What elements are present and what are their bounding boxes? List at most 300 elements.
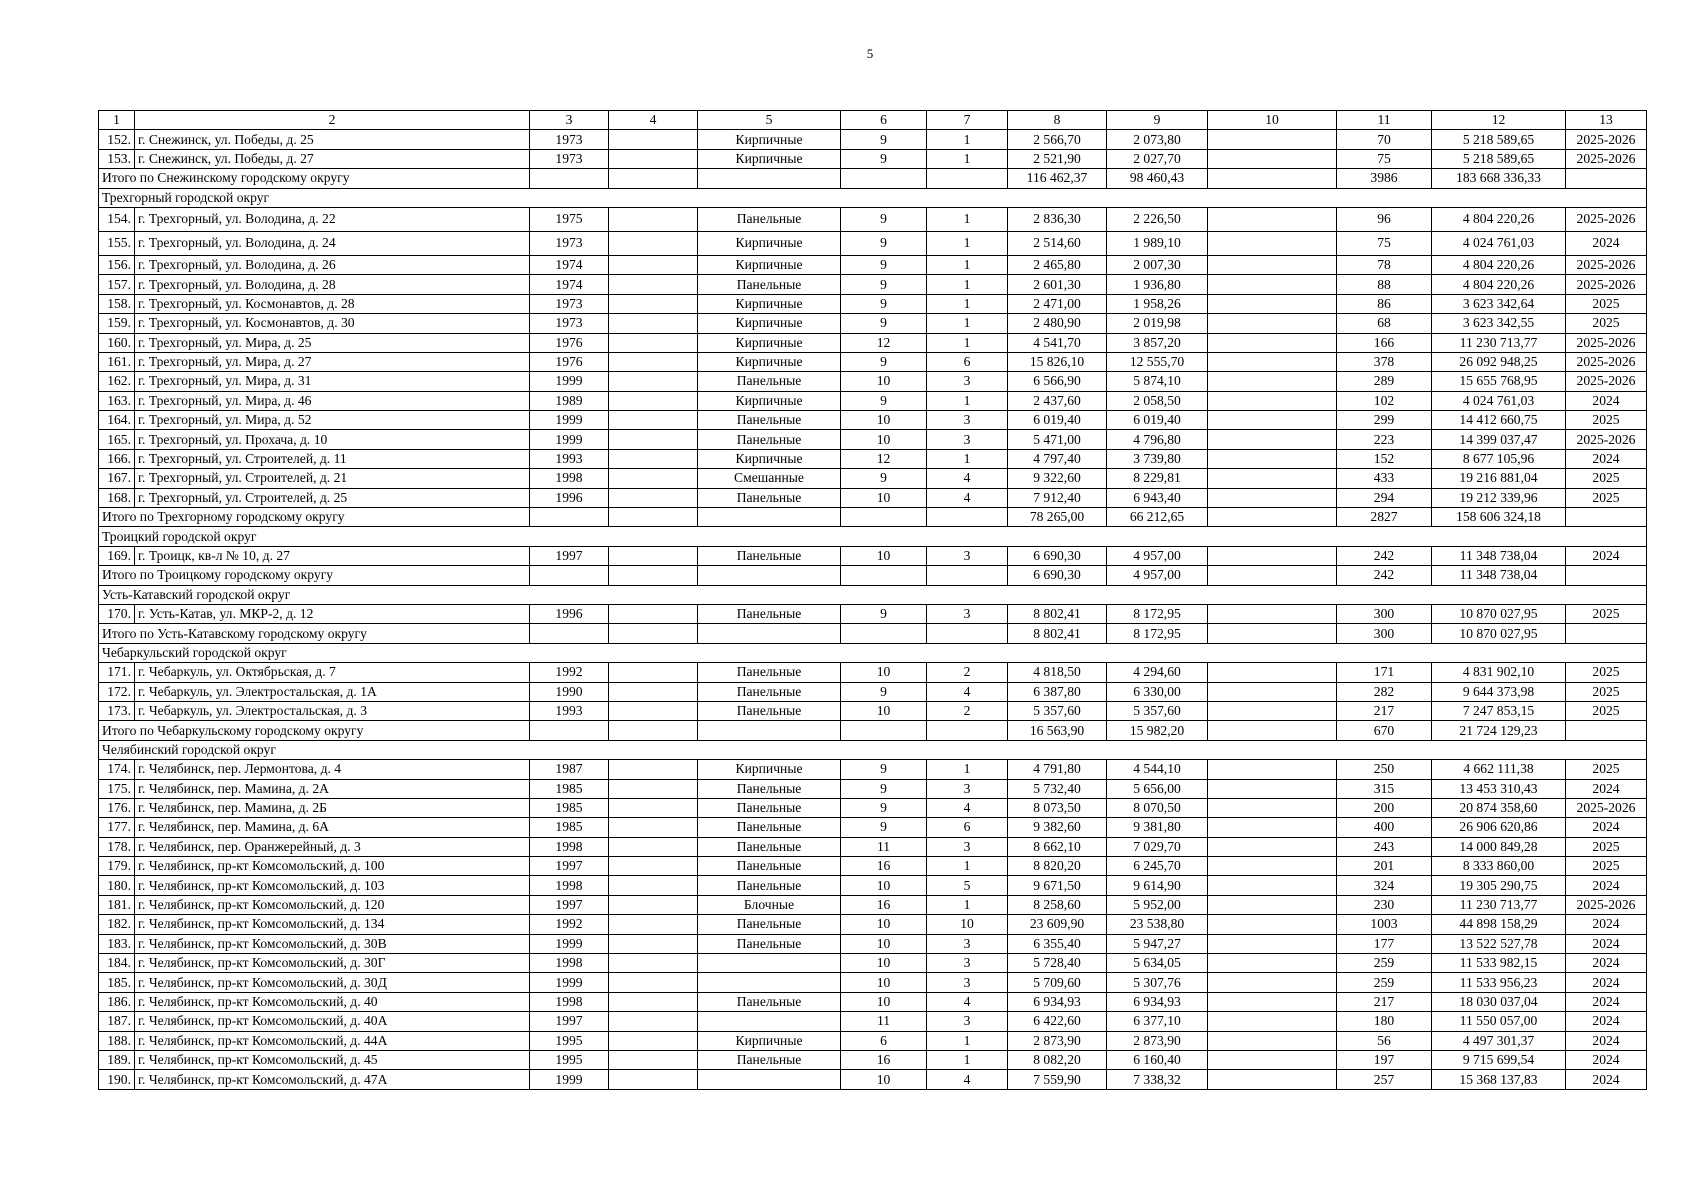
total-area-sum: 8 802,41 [1008, 624, 1107, 643]
cell-living-area: 4 796,80 [1107, 430, 1208, 449]
cell-total-area: 9 322,60 [1008, 469, 1107, 488]
cell-wall-material: Панельные [698, 876, 841, 895]
cell-col-10 [1208, 255, 1337, 274]
cell-year-built: 1998 [530, 992, 609, 1011]
cell-col-10 [1208, 857, 1337, 876]
cell-col-10 [1208, 1050, 1337, 1069]
cell-empty [530, 566, 609, 585]
cell-living-area: 1 936,80 [1107, 275, 1208, 294]
cell-total-area: 2 480,90 [1008, 314, 1107, 333]
cell-cost: 11 230 713,77 [1432, 895, 1566, 914]
column-number-header: 8 [1008, 111, 1107, 130]
cell-entrances: 1 [927, 1050, 1008, 1069]
cell-floors: 10 [841, 663, 927, 682]
cell-floors: 10 [841, 546, 927, 565]
cell-repair-period: 2025-2026 [1566, 798, 1647, 817]
table-row [99, 992, 1647, 1011]
table-row [99, 488, 1647, 507]
cell-cost: 4 024 761,03 [1432, 391, 1566, 410]
cell-living-area: 8 229,81 [1107, 469, 1208, 488]
cell-year-built: 1973 [530, 314, 609, 333]
cell-year-built: 1973 [530, 294, 609, 313]
cell-living-area: 4 294,60 [1107, 663, 1208, 682]
column-number-header: 13 [1566, 111, 1647, 130]
cell-living-area: 6 943,40 [1107, 488, 1208, 507]
column-number-header: 11 [1337, 111, 1432, 130]
cell-empty [1566, 721, 1647, 740]
cell-row-number: 184. [99, 954, 135, 973]
cell-empty [698, 624, 841, 643]
cell-row-number: 155. [99, 231, 135, 255]
cell-repair-period: 2025 [1566, 294, 1647, 313]
table-row [99, 391, 1647, 410]
cell-cost: 19 305 290,75 [1432, 876, 1566, 895]
living-area-sum: 66 212,65 [1107, 508, 1208, 527]
cell-cost: 14 412 660,75 [1432, 411, 1566, 430]
cell-row-number: 175. [99, 779, 135, 798]
cell-wall-material: Панельные [698, 837, 841, 856]
cell-residents: 230 [1337, 895, 1432, 914]
cell-total-area: 7 559,90 [1008, 1070, 1107, 1089]
cell-col-10 [1208, 333, 1337, 352]
cell-living-area: 4 957,00 [1107, 546, 1208, 565]
cell-cost: 26 906 620,86 [1432, 818, 1566, 837]
table-row [99, 701, 1647, 720]
cell-empty [609, 721, 698, 740]
cell-living-area: 1 989,10 [1107, 231, 1208, 255]
district-total-row [99, 721, 1647, 740]
cell-empty [841, 169, 927, 188]
cell-year-built: 1987 [530, 760, 609, 779]
cell-repair-period: 2024 [1566, 779, 1647, 798]
cell-residents: 166 [1337, 333, 1432, 352]
table-row [99, 333, 1647, 352]
cell-empty [1566, 169, 1647, 188]
district-name: Трехгорный городской округ [99, 188, 1647, 207]
cell-col-10 [1208, 934, 1337, 953]
cell-col-4 [609, 411, 698, 430]
cell-residents: 200 [1337, 798, 1432, 817]
cell-cost: 4 804 220,26 [1432, 275, 1566, 294]
cell-col-4 [609, 294, 698, 313]
table-row [99, 663, 1647, 682]
cell-living-area: 2 226,50 [1107, 207, 1208, 231]
cell-floors: 9 [841, 352, 927, 371]
cell-cost: 14 399 037,47 [1432, 430, 1566, 449]
total-label: Итого по Снежинскому городскому округу [99, 169, 530, 188]
cell-col-10 [1208, 604, 1337, 623]
cell-row-number: 161. [99, 352, 135, 371]
cell-col-4 [609, 275, 698, 294]
cell-empty [609, 566, 698, 585]
cell-wall-material: Смешанные [698, 469, 841, 488]
cell-repair-period: 2024 [1566, 915, 1647, 934]
cell-col-10 [1208, 837, 1337, 856]
cell-year-built: 1998 [530, 876, 609, 895]
cell-living-area: 6 377,10 [1107, 1012, 1208, 1031]
cell-total-area: 6 422,60 [1008, 1012, 1107, 1031]
table-row [99, 275, 1647, 294]
cell-year-built: 1997 [530, 1012, 609, 1031]
cell-entrances: 4 [927, 682, 1008, 701]
cell-address: г. Челябинск, пр-кт Комсомольский, д. 30Г [135, 954, 530, 973]
total-label: Итого по Трехгорному городскому округу [99, 508, 530, 527]
cell-wall-material: Кирпичные [698, 391, 841, 410]
cell-entrances: 4 [927, 488, 1008, 507]
cell-wall-material: Панельные [698, 682, 841, 701]
cell-residents: 433 [1337, 469, 1432, 488]
column-number-header: 12 [1432, 111, 1566, 130]
cell-address: г. Челябинск, пр-кт Комсомольский, д. 45 [135, 1050, 530, 1069]
cell-year-built: 1996 [530, 604, 609, 623]
cell-entrances: 3 [927, 604, 1008, 623]
cell-row-number: 162. [99, 372, 135, 391]
cell-repair-period: 2024 [1566, 876, 1647, 895]
cell-cost: 19 216 881,04 [1432, 469, 1566, 488]
cell-col-4 [609, 895, 698, 914]
column-number-header: 5 [698, 111, 841, 130]
cell-col-10 [1208, 895, 1337, 914]
table-row [99, 915, 1647, 934]
cell-col-4 [609, 1050, 698, 1069]
cell-wall-material: Кирпичные [698, 231, 841, 255]
cell-residents: 315 [1337, 779, 1432, 798]
district-total-row [99, 508, 1647, 527]
cell-repair-period: 2024 [1566, 954, 1647, 973]
cell-repair-period: 2024 [1566, 1031, 1647, 1050]
cell-living-area: 9 614,90 [1107, 876, 1208, 895]
cell-year-built: 1975 [530, 207, 609, 231]
cell-address: г. Челябинск, пер. Оранжерейный, д. 3 [135, 837, 530, 856]
cell-repair-period: 2025-2026 [1566, 255, 1647, 274]
cell-living-area: 2 027,70 [1107, 149, 1208, 168]
table-row [99, 760, 1647, 779]
cell-living-area: 2 073,80 [1107, 130, 1208, 149]
cell-year-built: 1999 [530, 1070, 609, 1089]
cell-row-number: 190. [99, 1070, 135, 1089]
cell-empty [698, 508, 841, 527]
table-row [99, 1050, 1647, 1069]
cell-residents: 177 [1337, 934, 1432, 953]
cell-total-area: 8 802,41 [1008, 604, 1107, 623]
cell-residents: 88 [1337, 275, 1432, 294]
cell-row-number: 167. [99, 469, 135, 488]
cell-year-built: 1997 [530, 857, 609, 876]
cell-address: г. Трехгорный, ул. Мира, д. 52 [135, 411, 530, 430]
cell-entrances: 1 [927, 1031, 1008, 1050]
cell-empty [698, 169, 841, 188]
table-row [99, 372, 1647, 391]
cell-wall-material: Кирпичные [698, 255, 841, 274]
cell-cost: 7 247 853,15 [1432, 701, 1566, 720]
cell-floors: 9 [841, 391, 927, 410]
table-row [99, 973, 1647, 992]
cell-col-4 [609, 1012, 698, 1031]
cell-floors: 10 [841, 701, 927, 720]
cell-residents: 259 [1337, 973, 1432, 992]
cell-row-number: 159. [99, 314, 135, 333]
cell-repair-period: 2025-2026 [1566, 333, 1647, 352]
district-name: Троицкий городской округ [99, 527, 1647, 546]
table-row [99, 130, 1647, 149]
cell-col-4 [609, 1070, 698, 1089]
cell-wall-material: Кирпичные [698, 314, 841, 333]
cell-empty [530, 508, 609, 527]
cell-col-4 [609, 818, 698, 837]
cell-living-area: 12 555,70 [1107, 352, 1208, 371]
cell-total-area: 6 690,30 [1008, 546, 1107, 565]
cell-wall-material: Кирпичные [698, 130, 841, 149]
cell-entrances: 1 [927, 294, 1008, 313]
cell-floors: 10 [841, 1070, 927, 1089]
district-header-row [99, 740, 1647, 759]
cell-cost: 3 623 342,64 [1432, 294, 1566, 313]
cell-empty [927, 721, 1008, 740]
cell-floors: 10 [841, 954, 927, 973]
cell-address: г. Трехгорный, ул. Володина, д. 28 [135, 275, 530, 294]
column-number-header: 2 [135, 111, 530, 130]
district-total-row [99, 566, 1647, 585]
cell-cost: 14 000 849,28 [1432, 837, 1566, 856]
cell-col-10 [1208, 372, 1337, 391]
cell-wall-material: Панельные [698, 798, 841, 817]
cell-cost: 26 092 948,25 [1432, 352, 1566, 371]
living-area-sum: 15 982,20 [1107, 721, 1208, 740]
cell-wall-material: Панельные [698, 546, 841, 565]
cell-living-area: 8 070,50 [1107, 798, 1208, 817]
cell-floors: 9 [841, 294, 927, 313]
cell-floors: 9 [841, 760, 927, 779]
cell-col-4 [609, 255, 698, 274]
cell-address: г. Трехгорный, ул. Мира, д. 25 [135, 333, 530, 352]
cell-repair-period: 2025 [1566, 837, 1647, 856]
cell-empty [841, 721, 927, 740]
cell-address: г. Челябинск, пр-кт Комсомольский, д. 30В [135, 934, 530, 953]
cell-address: г. Челябинск, пр-кт Комсомольский, д. 40 [135, 992, 530, 1011]
cell-empty [1208, 169, 1337, 188]
cell-row-number: 173. [99, 701, 135, 720]
cell-col-4 [609, 954, 698, 973]
table-row [99, 934, 1647, 953]
cell-year-built: 1998 [530, 469, 609, 488]
cell-total-area: 6 934,93 [1008, 992, 1107, 1011]
cell-living-area: 3 739,80 [1107, 449, 1208, 468]
cell-row-number: 179. [99, 857, 135, 876]
cell-row-number: 164. [99, 411, 135, 430]
cell-total-area: 8 073,50 [1008, 798, 1107, 817]
cell-cost: 3 623 342,55 [1432, 314, 1566, 333]
cell-residents: 70 [1337, 130, 1432, 149]
cell-empty [927, 169, 1008, 188]
cell-wall-material: Панельные [698, 488, 841, 507]
cell-col-10 [1208, 546, 1337, 565]
total-area-sum: 78 265,00 [1008, 508, 1107, 527]
cell-wall-material: Кирпичные [698, 333, 841, 352]
cell-entrances: 1 [927, 449, 1008, 468]
cell-total-area: 2 514,60 [1008, 231, 1107, 255]
cell-cost: 10 870 027,95 [1432, 604, 1566, 623]
cell-entrances: 3 [927, 934, 1008, 953]
cell-row-number: 180. [99, 876, 135, 895]
cell-residents: 243 [1337, 837, 1432, 856]
total-area-sum: 116 462,37 [1008, 169, 1107, 188]
cell-entrances: 4 [927, 469, 1008, 488]
cell-year-built: 1989 [530, 391, 609, 410]
cell-col-4 [609, 682, 698, 701]
table-row [99, 682, 1647, 701]
living-area-sum: 4 957,00 [1107, 566, 1208, 585]
cell-living-area: 6 160,40 [1107, 1050, 1208, 1069]
cell-total-area: 2 521,90 [1008, 149, 1107, 168]
cell-col-4 [609, 469, 698, 488]
cell-residents: 1003 [1337, 915, 1432, 934]
cell-residents: 217 [1337, 992, 1432, 1011]
cell-floors: 10 [841, 973, 927, 992]
cell-wall-material: Панельные [698, 372, 841, 391]
residents-sum: 2827 [1337, 508, 1432, 527]
cell-floors: 10 [841, 934, 927, 953]
cell-total-area: 9 382,60 [1008, 818, 1107, 837]
cell-address: г. Трехгорный, ул. Мира, д. 27 [135, 352, 530, 371]
cell-floors: 9 [841, 314, 927, 333]
cell-entrances: 3 [927, 954, 1008, 973]
cell-col-4 [609, 760, 698, 779]
cell-repair-period: 2025 [1566, 469, 1647, 488]
cell-row-number: 158. [99, 294, 135, 313]
cell-wall-material: Кирпичные [698, 449, 841, 468]
cell-residents: 75 [1337, 231, 1432, 255]
cell-repair-period: 2025 [1566, 604, 1647, 623]
cell-row-number: 182. [99, 915, 135, 934]
cell-col-4 [609, 231, 698, 255]
cost-sum: 21 724 129,23 [1432, 721, 1566, 740]
cell-entrances: 1 [927, 130, 1008, 149]
cell-residents: 86 [1337, 294, 1432, 313]
cell-empty [1566, 508, 1647, 527]
cell-repair-period: 2025-2026 [1566, 207, 1647, 231]
cell-col-10 [1208, 954, 1337, 973]
table-row [99, 430, 1647, 449]
district-name: Челябинский городской округ [99, 740, 1647, 759]
cell-floors: 11 [841, 1012, 927, 1031]
cell-col-10 [1208, 682, 1337, 701]
residents-sum: 242 [1337, 566, 1432, 585]
cell-cost: 18 030 037,04 [1432, 992, 1566, 1011]
cell-col-4 [609, 837, 698, 856]
cell-cost: 8 677 105,96 [1432, 449, 1566, 468]
cell-living-area: 6 934,93 [1107, 992, 1208, 1011]
cell-floors: 9 [841, 682, 927, 701]
cell-floors: 16 [841, 1050, 927, 1069]
cell-repair-period: 2025-2026 [1566, 275, 1647, 294]
cell-row-number: 157. [99, 275, 135, 294]
cell-year-built: 1990 [530, 682, 609, 701]
cell-residents: 96 [1337, 207, 1432, 231]
cell-residents: 299 [1337, 411, 1432, 430]
cell-col-10 [1208, 663, 1337, 682]
cell-col-4 [609, 973, 698, 992]
cell-col-4 [609, 314, 698, 333]
cell-residents: 378 [1337, 352, 1432, 371]
cell-residents: 197 [1337, 1050, 1432, 1069]
cell-address: г. Трехгорный, ул. Володина, д. 22 [135, 207, 530, 231]
cell-entrances: 1 [927, 333, 1008, 352]
cell-year-built: 1993 [530, 449, 609, 468]
cell-col-4 [609, 779, 698, 798]
cell-col-10 [1208, 130, 1337, 149]
cell-col-4 [609, 372, 698, 391]
cell-repair-period: 2025 [1566, 760, 1647, 779]
cell-year-built: 1997 [530, 546, 609, 565]
cell-wall-material: Панельные [698, 604, 841, 623]
cell-total-area: 2 471,00 [1008, 294, 1107, 313]
cell-empty [841, 566, 927, 585]
cell-entrances: 4 [927, 798, 1008, 817]
registry-table [98, 110, 1647, 1090]
cell-wall-material: Кирпичные [698, 760, 841, 779]
cell-cost: 4 804 220,26 [1432, 207, 1566, 231]
cell-total-area: 4 797,40 [1008, 449, 1107, 468]
cell-cost: 11 550 057,00 [1432, 1012, 1566, 1031]
table-row [99, 857, 1647, 876]
cell-col-4 [609, 352, 698, 371]
table-row [99, 798, 1647, 817]
residents-sum: 670 [1337, 721, 1432, 740]
cell-floors: 10 [841, 992, 927, 1011]
cell-floors: 9 [841, 604, 927, 623]
cell-cost: 44 898 158,29 [1432, 915, 1566, 934]
cell-col-4 [609, 857, 698, 876]
cell-address: г. Трехгорный, ул. Мира, д. 31 [135, 372, 530, 391]
cell-address: г. Чебаркуль, ул. Электростальская, д. 3 [135, 701, 530, 720]
cell-wall-material: Кирпичные [698, 149, 841, 168]
cell-wall-material [698, 973, 841, 992]
cell-residents: 102 [1337, 391, 1432, 410]
cell-entrances: 2 [927, 701, 1008, 720]
cell-empty [698, 566, 841, 585]
cell-col-10 [1208, 352, 1337, 371]
cell-empty [530, 624, 609, 643]
cell-total-area: 4 791,80 [1008, 760, 1107, 779]
cell-address: г. Трехгорный, ул. Строителей, д. 25 [135, 488, 530, 507]
cell-floors: 16 [841, 895, 927, 914]
cost-sum: 158 606 324,18 [1432, 508, 1566, 527]
table-row [99, 837, 1647, 856]
cell-empty [1208, 508, 1337, 527]
cell-row-number: 185. [99, 973, 135, 992]
cell-col-4 [609, 915, 698, 934]
cell-empty [841, 508, 927, 527]
table-row [99, 1070, 1647, 1089]
cell-total-area: 5 709,60 [1008, 973, 1107, 992]
cell-year-built: 1992 [530, 915, 609, 934]
cell-address: г. Снежинск, ул. Победы, д. 25 [135, 130, 530, 149]
cell-floors: 10 [841, 915, 927, 934]
cell-cost: 5 218 589,65 [1432, 149, 1566, 168]
cell-row-number: 168. [99, 488, 135, 507]
cell-row-number: 156. [99, 255, 135, 274]
cell-cost: 19 212 339,96 [1432, 488, 1566, 507]
cell-wall-material: Панельные [698, 779, 841, 798]
cell-cost: 15 655 768,95 [1432, 372, 1566, 391]
cell-repair-period: 2024 [1566, 231, 1647, 255]
cell-row-number: 153. [99, 149, 135, 168]
cell-floors: 9 [841, 779, 927, 798]
cell-year-built: 1985 [530, 818, 609, 837]
cell-living-area: 5 874,10 [1107, 372, 1208, 391]
cell-address: г. Челябинск, пр-кт Комсомольский, д. 134 [135, 915, 530, 934]
column-number-header: 1 [99, 111, 135, 130]
